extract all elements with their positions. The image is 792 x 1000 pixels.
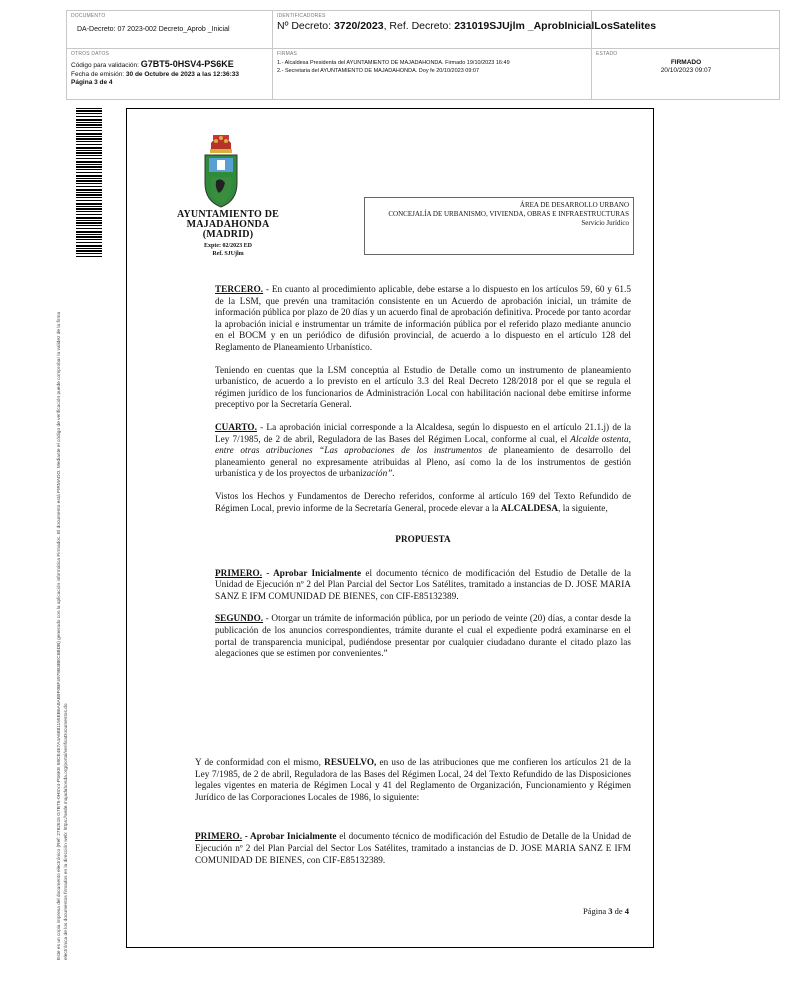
lsm-paragraph: Teniendo en cuentas que la LSM conceptúa al Estudio de Detalle como un instrumento de planeamiento urbanístico, de acuerdo a lo previsto en el artículo 3.3 del Real Decreto 128/2018 por el que se regula el régimen jurídico de los funcionarios de Administración Local con habilitación nacional debe emitirse informe preceptivo por la Secretaría General. <box>215 364 631 410</box>
documento-label: DOCUMENTO <box>71 13 106 19</box>
ayuntamiento-name: AYUNTAMIENTO DE MAJADAHONDA (MADRID) <box>177 209 279 240</box>
emission-date-line: Fecha de emisión: 30 de Octubre de 2023 a las 12:36:33 <box>71 70 240 78</box>
otros-datos-label: OTROS DATOS <box>71 51 110 57</box>
vistos-paragraph: Vistos los Hechos y Fundamentos de Derecho referidos, conforme al artículo 169 del Texto Refundido de Régimen Local, previo informe de la Secretaría General, procede elevar a la ALCALDESA, la siguiente, <box>215 490 631 513</box>
identificadores-cell <box>273 11 780 48</box>
resuelvo-paragraph: Y de conformidad con el mismo, RESUELVO, en uso de las atribuciones que me confieren los artículos 21 de la Ley 7/1985, de 2 de abril, Reguladora de las Bases del Régimen Local, 24 del Texto Refundido de las Disposiciones legales vigentes en materia de Régimen Local y 41 del Reglamento de Organización, Funcionamiento y Régimen Jurídico de las Corporaciones Locales de 1986, lo siguiente: <box>195 757 631 802</box>
document-page <box>126 108 654 948</box>
emission-date: 30 de Octubre de 2023 a las 12:36:33 <box>125 70 240 78</box>
expediente-info: Expte: 02/2023 ED Ref. SJUjlm <box>204 243 252 257</box>
page-count: Página 3 de 4 <box>71 79 113 86</box>
barcode <box>76 108 102 258</box>
coat-of-arms-icon <box>201 131 241 211</box>
propuesta-body <box>215 284 631 671</box>
resolucion-body <box>195 757 631 877</box>
document-header <box>66 10 780 100</box>
firma-2: 2.- Secretaria del AYUNTAMIENTO DE MAJADAHONDA. Doy fe 20/10/2023 09:07 <box>277 68 480 74</box>
verification-side-text: Este es un copia impresa del documento electrónico (Ref: 2782615 G7BT5-0HSV4-PS6KE 58CE4E7A4A6881155EB6A8AB9F0BF4979B3BEC6BDB) generado con la aplicación informática Firmadoc. El documento está FIRMADO. Mediante el código de verificación puede comprobar la validez de la firma electrónica de los documentos firmados en la dirección web: https://sede.majadahonda.org/portal/verificaDocumentos.do <box>57 311 69 960</box>
propuesta-title: PROPUESTA <box>395 534 451 545</box>
estado-label: ESTADO <box>596 51 618 57</box>
firmas-cell <box>273 49 591 101</box>
firma-1: 1.- Alcaldesa Presidenta del AYUNTAMIENTO DE MAJADAHONDA. Firmado 19/10/2023 16:49 <box>277 60 510 66</box>
estado-cell <box>592 49 780 101</box>
status-badge: FIRMADO 20/10/2023 09:07 <box>660 59 712 74</box>
validation-code[interactable]: G7BT5-0HSV4-PS6KE <box>140 59 234 69</box>
firmas-label: FIRMAS <box>277 51 298 57</box>
decreto-ref: 231019SJUjlm _AprobInicialLosSatelites <box>454 20 657 32</box>
identificadores-label: IDENTIFICADORES <box>277 13 326 19</box>
otros-datos-cell <box>67 49 272 101</box>
tercero-paragraph: TERCERO. - En cuanto al procedimiento aplicable, debe estarse a lo dispuesto en los artículos 59, 60 y 61.5 de la LSM, que prevén una tramitación consistente en un Acuerdo de aprobación inicial, un trámite de información pública por plazo de 20 días y un acuerdo final de aprobación definitiva. Procede por tanto acordar la aprobación inicial e instrumentar un trámite de información pública por el referido plazo mediante anuncio en el BOCM y en un periódico de difusión provincial, de acuerdo a lo dispuesto en el artículo 128 del Reglamento de Planeamiento Urbanístico. <box>215 284 631 352</box>
documento-value: DA-Decreto: 07 2023-002 Decreto_Aprob _Inicial <box>77 26 230 33</box>
propuesta-segundo: SEGUNDO. - Otorgar un trámite de información pública, por un periodo de veinte (20) días, a contar desde la publicación de los anuncios correspondientes, trámite durante el cual el expediente podrá examinarse en el portal de transparencia municipal, pudiéndose presentar por cualquier ciudadano durante el citado plazo las alegaciones que se estimen por convenientes.” <box>215 613 631 659</box>
decreto-identifier: Nº Decreto: 3720/2023, Ref. Decreto: 231019SJUjlm _AprobInicialLosSatelites <box>277 20 657 32</box>
page-footer: Página 3 de 4 <box>582 906 629 916</box>
documento-cell <box>67 11 272 48</box>
cuarto-paragraph: CUARTO. - La aprobación inicial corresponde a la Alcaldesa, según lo dispuesto en el artículo 21.1.j) de la Ley 7/1985, de 2 de abril, Reguladora de las Bases del Régimen Local, conforme al cual, el Alcalde ostenta, entre otras atribuciones “Las aprobaciones de los instrumentos de planeamiento de desarrollo del planeamiento general no expresamente atribuidas al Pleno, así como la de los instrumentos de gestión urbanística y de los proyectos de urbanización”. <box>215 421 631 479</box>
area-box: ÁREA DE DESARROLLO URBANO CONCEJALÍA DE URBANISMO, VIVIENDA, OBRAS E INFRAESTRUCTURAS Servicio Jurídico <box>364 197 634 255</box>
decreto-number: 3720/2023 <box>333 20 384 32</box>
validation-code-line: Código para validación: G7BT5-0HSV4-PS6KE <box>71 59 234 69</box>
propuesta-primero: PRIMERO. - Aprobar Inicialmente el documento técnico de modificación del Estudio de Detalle de la Unidad de Ejecución nº 2 del Plan Parcial del Sector Los Satélites, tramitado a instancias de D. JOSE MARIA SANZ E IFM COMUNIDAD DE BIENES, con CIF-E85132389. <box>215 567 632 601</box>
resuelvo-primero: PRIMERO. - Aprobar Inicialmente el documento técnico de modificación del Estudio de Detalle de la Unidad de Ejecución nº 2 del Plan Parcial del Sector Los Satélites, tramitado a instancias de D. JOSE MARIA SANZ E IFM COMUNIDAD DE BIENES, con CIF-E85132389. <box>195 831 631 865</box>
